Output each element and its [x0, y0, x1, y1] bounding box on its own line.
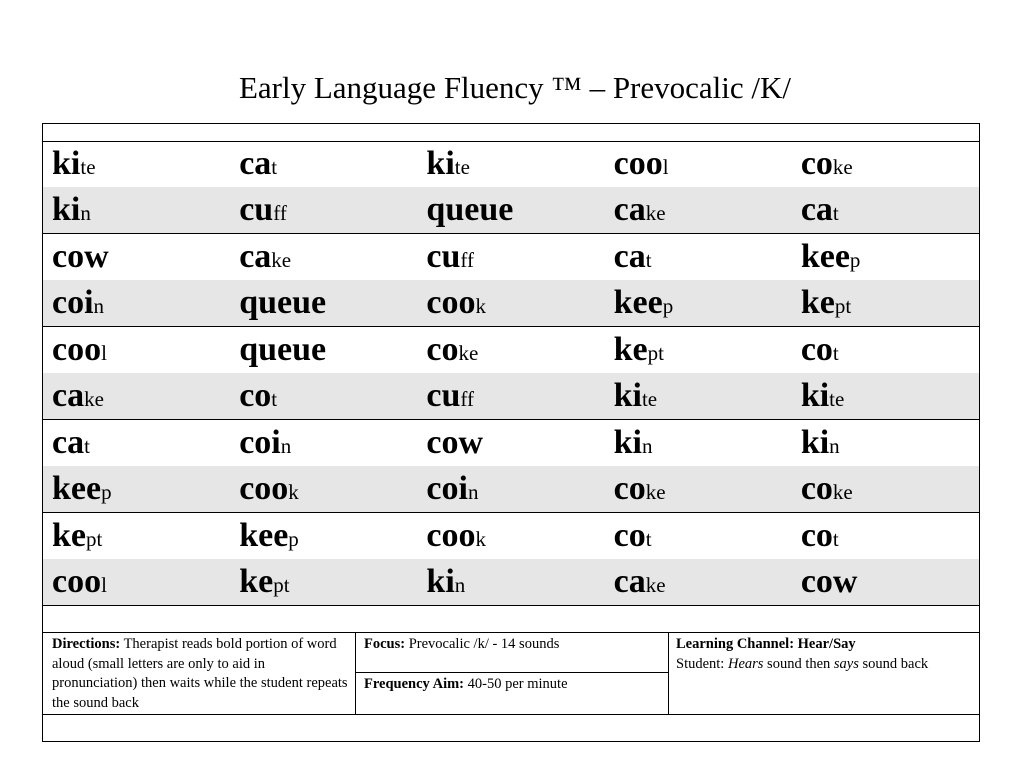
word: [801, 472, 853, 506]
word-bold-part: coo: [426, 517, 476, 554]
word-bold-part: coo: [613, 145, 663, 182]
word-row: [43, 513, 979, 559]
word-cell: [43, 187, 230, 233]
word: [614, 472, 666, 506]
word-bold-part: co: [613, 517, 646, 554]
word-cell: [417, 559, 604, 605]
word-bold-part: queue: [239, 331, 327, 368]
word-small-part: pt: [834, 294, 852, 318]
word-small-part: p: [662, 294, 674, 318]
word: [239, 193, 287, 227]
word-small-part: ff: [460, 387, 475, 411]
word-bold-part: cow: [800, 563, 858, 600]
word-small-part: k: [475, 527, 486, 551]
word-cell: [792, 280, 979, 326]
worksheet-frame: [42, 123, 980, 742]
word: [614, 379, 658, 413]
word: [801, 240, 861, 274]
word-small-part: l: [662, 155, 669, 179]
learning-channel-title: Learning Channel: Hear/Say: [676, 636, 856, 652]
word-bold-part: cu: [426, 238, 461, 275]
word-bold-part: ke: [800, 284, 835, 321]
word-cell: [792, 327, 979, 373]
word-row: [43, 559, 979, 606]
word-small-part: n: [93, 294, 105, 318]
word-small-part: t: [271, 387, 278, 411]
word: [801, 147, 853, 181]
word-small-part: t: [645, 248, 652, 272]
word-small-part: ff: [273, 201, 287, 225]
word-cell: [43, 466, 230, 512]
word-small-part: ke: [84, 387, 104, 411]
student-prefix: Student:: [676, 655, 728, 672]
word-small-part: p: [849, 248, 861, 272]
word-cell: [43, 141, 230, 187]
word-bold-part: kee: [613, 284, 663, 321]
word: [426, 240, 474, 274]
word: [239, 519, 299, 553]
word-bold-part: kee: [239, 517, 289, 554]
hears-word: Hears: [727, 655, 764, 672]
word-bold-part: ki: [613, 377, 642, 414]
top-strip: [43, 124, 979, 142]
word-cell: [230, 513, 417, 559]
says-word: says: [833, 655, 859, 672]
frequency-box: [356, 673, 668, 695]
word-bold-part: ca: [613, 191, 646, 228]
word-cell: [230, 141, 417, 187]
word-cell: [417, 327, 604, 373]
focus-box: [356, 633, 668, 673]
word-bold-part: ki: [426, 145, 455, 182]
word-cell: [792, 559, 979, 605]
word: [614, 519, 652, 553]
word-small-part: t: [645, 527, 652, 551]
directions-label: Directions:: [52, 636, 121, 652]
word-small-part: n: [280, 434, 292, 458]
word: [801, 426, 840, 460]
word-bold-part: coo: [239, 470, 289, 507]
word-small-part: t: [832, 527, 839, 551]
word-bold-part: kee: [800, 238, 850, 275]
word-cell: [605, 234, 792, 280]
word-bold-part: cow: [426, 424, 484, 461]
word-bold-part: ca: [52, 424, 85, 461]
word: [239, 286, 326, 320]
word-cell: [792, 513, 979, 559]
word-cell: [417, 234, 604, 280]
word-small-part: pt: [647, 341, 664, 365]
word-cell: [417, 187, 604, 233]
word-bold-part: ki: [52, 145, 81, 182]
word: [52, 426, 90, 460]
word-small-part: ke: [645, 480, 666, 504]
word-row: [43, 280, 979, 327]
word: [801, 286, 851, 320]
word-small-part: t: [84, 434, 90, 458]
word-small-part: te: [80, 155, 96, 179]
word-bold-part: co: [800, 470, 833, 507]
word-bold-part: ca: [613, 238, 646, 275]
word-cell: [605, 141, 792, 187]
word: [614, 565, 666, 599]
word: [801, 565, 858, 599]
word: [52, 565, 107, 599]
word: [614, 333, 664, 367]
word-row: [43, 141, 979, 187]
word: [614, 147, 669, 181]
word-cell: [605, 187, 792, 233]
word-bold-part: ca: [239, 238, 272, 275]
word-cell: [417, 420, 604, 466]
word: [52, 379, 104, 413]
word: [426, 193, 513, 227]
word-grid: [43, 141, 979, 606]
word: [426, 333, 478, 367]
word: [239, 426, 291, 460]
word: [801, 333, 839, 367]
word: [239, 333, 326, 367]
word-bold-part: coo: [426, 284, 476, 321]
student-suffix: sound back: [858, 655, 929, 672]
word-bold-part: ca: [613, 563, 646, 600]
focus-frequency-box: [356, 633, 669, 714]
word-cell: [230, 280, 417, 326]
word-bold-part: ki: [800, 424, 830, 461]
word-bold-part: ke: [239, 563, 274, 600]
word-cell: [417, 373, 604, 419]
word-small-part: k: [475, 294, 486, 318]
page-title: Early Language Fluency ™ – Prevocalic /K/: [238, 70, 792, 105]
word-cell: [792, 141, 979, 187]
word: [614, 286, 674, 320]
word-bold-part: cu: [426, 377, 461, 414]
word-cell: [605, 420, 792, 466]
word-bold-part: queue: [426, 191, 514, 228]
word-small-part: n: [829, 434, 840, 458]
word-row: [43, 466, 979, 513]
word-bold-part: coi: [239, 424, 281, 461]
word-bold-part: ca: [52, 377, 85, 414]
word-cell: [43, 559, 230, 605]
word-cell: [605, 327, 792, 373]
word-small-part: ke: [271, 248, 292, 272]
word-bold-part: coi: [426, 470, 468, 507]
word-small-part: l: [101, 341, 107, 365]
word-cell: [417, 280, 604, 326]
word-cell: [605, 513, 792, 559]
word: [52, 286, 104, 320]
word-small-part: n: [641, 434, 653, 458]
word-cell: [43, 234, 230, 280]
word-small-part: ke: [832, 155, 853, 179]
student-mid: sound then: [763, 655, 834, 672]
word: [52, 333, 107, 367]
word-small-part: ff: [460, 248, 475, 272]
word-cell: [230, 420, 417, 466]
word-small-part: p: [101, 480, 112, 504]
word-cell: [43, 280, 230, 326]
word: [426, 147, 470, 181]
word-row: [43, 187, 979, 234]
word-bold-part: ki: [800, 377, 830, 414]
word-small-part: l: [101, 573, 107, 597]
word-small-part: ke: [458, 341, 479, 365]
word: [614, 193, 666, 227]
focus-text: Prevocalic /k/ - 14 sounds: [405, 636, 560, 652]
word-bold-part: kee: [52, 470, 102, 507]
directions-text: Therapist reads bold portion of word aloud (small letters are only to aid in pronunciation) then waits while the student repeats the sound back: [52, 636, 348, 711]
word-small-part: n: [80, 201, 91, 225]
word-row: [43, 420, 979, 466]
word-cell: [43, 373, 230, 419]
word-bold-part: ca: [800, 191, 833, 228]
word-small-part: t: [832, 341, 839, 365]
word-small-part: p: [288, 527, 299, 551]
word-cell: [417, 513, 604, 559]
word-cell: [417, 466, 604, 512]
word: [52, 240, 109, 274]
word-cell: [792, 234, 979, 280]
word-bold-part: coo: [52, 331, 102, 368]
word: [239, 147, 277, 181]
word-bold-part: ki: [52, 191, 81, 228]
word-small-part: ke: [645, 201, 666, 225]
word: [614, 426, 653, 460]
word-small-part: pt: [86, 527, 103, 551]
word-bold-part: queue: [239, 284, 327, 321]
word-cell: [43, 420, 230, 466]
frequency-text: 40-50 per minute: [464, 676, 568, 692]
word-bold-part: ca: [239, 145, 272, 182]
word-bold-part: coi: [52, 284, 94, 321]
word-cell: [605, 373, 792, 419]
word-bold-part: co: [800, 145, 833, 182]
word-small-part: te: [829, 387, 845, 411]
word-small-part: k: [288, 480, 299, 504]
word-cell: [230, 373, 417, 419]
word: [426, 379, 474, 413]
word-row: [43, 327, 979, 373]
word-cell: [792, 373, 979, 419]
word: [801, 193, 839, 227]
learning-channel-box: [668, 633, 980, 714]
word: [801, 519, 839, 553]
word: [426, 286, 486, 320]
word: [239, 379, 277, 413]
word: [614, 240, 652, 274]
word: [426, 519, 486, 553]
word-row: [43, 234, 979, 280]
frequency-label: Frequency Aim:: [364, 676, 465, 692]
word-cell: [230, 466, 417, 512]
word-bold-part: cow: [52, 238, 109, 275]
word: [52, 147, 96, 181]
focus-label: Focus:: [364, 636, 406, 652]
word: [52, 472, 112, 506]
word-cell: [230, 234, 417, 280]
word: [239, 240, 291, 274]
word-small-part: t: [832, 201, 839, 225]
word-bold-part: cu: [239, 191, 274, 228]
word-small-part: te: [641, 387, 658, 411]
word-bold-part: coo: [52, 563, 102, 600]
word-row: [43, 373, 979, 420]
word-small-part: te: [454, 155, 470, 179]
word-cell: [230, 559, 417, 605]
word-small-part: t: [271, 155, 278, 179]
word-bold-part: ke: [613, 331, 648, 368]
directions-box: [43, 633, 356, 714]
word-bold-part: ke: [52, 517, 86, 554]
instructions-panel: [43, 632, 979, 715]
word-bold-part: co: [426, 331, 459, 368]
word-cell: [43, 513, 230, 559]
word: [426, 565, 465, 599]
word-bold-part: ki: [426, 563, 455, 600]
word: [239, 472, 299, 506]
word-cell: [792, 466, 979, 512]
word-small-part: ke: [645, 573, 666, 597]
word-bold-part: ki: [613, 424, 642, 461]
word: [426, 426, 483, 460]
word-cell: [605, 559, 792, 605]
word-cell: [792, 420, 979, 466]
word-cell: [230, 327, 417, 373]
word-bold-part: co: [800, 517, 833, 554]
learning-channel-student: [676, 655, 974, 675]
word-small-part: pt: [273, 573, 290, 597]
word-small-part: n: [467, 480, 479, 504]
word-bold-part: co: [613, 470, 646, 507]
word: [239, 565, 289, 599]
word-cell: [605, 280, 792, 326]
word: [801, 379, 845, 413]
word-cell: [230, 187, 417, 233]
word: [52, 519, 102, 553]
word-cell: [43, 327, 230, 373]
word-cell: [417, 141, 604, 187]
word-bold-part: co: [239, 377, 272, 414]
word-cell: [792, 187, 979, 233]
word-small-part: ke: [832, 480, 853, 504]
word-small-part: n: [454, 573, 466, 597]
word: [52, 193, 91, 227]
word: [426, 472, 478, 506]
word-bold-part: co: [800, 331, 833, 368]
word-cell: [605, 466, 792, 512]
